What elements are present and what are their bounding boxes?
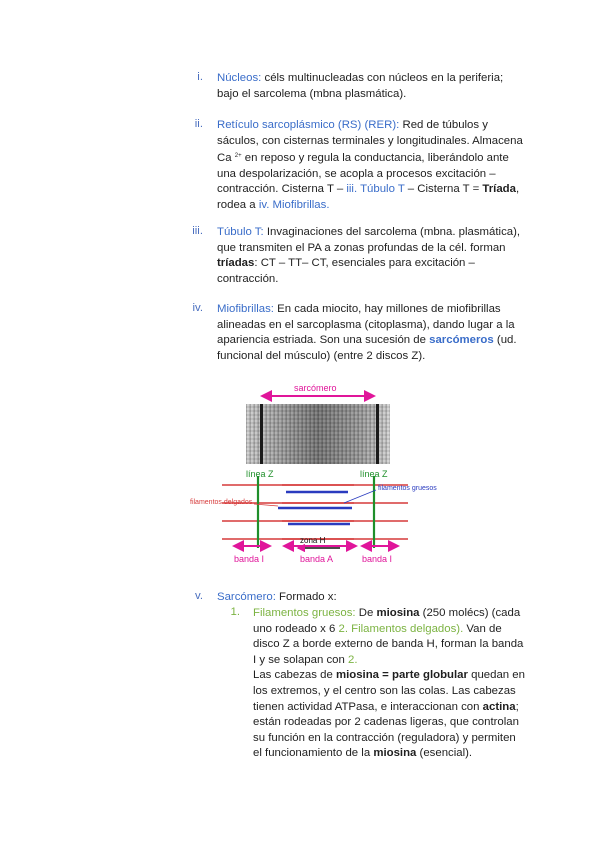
sublist-number: 1. <box>230 606 240 618</box>
label-banda-a: banda A <box>300 554 334 564</box>
label-sarcomero: sarcómero <box>294 383 337 393</box>
label-filamentos-delgados: filamentos delgados <box>190 499 253 506</box>
sublist-item-text: Filamentos gruesos: De miosina (250 molécs) (cada uno rodeado x 6 2. Filamentos delgados). Van de disco Z a borde externo de banda H, forman la banda I y se solapan con 2. Las cabezas de miosina = parte globular quedan en los extremos, y el centro son las colas. Las cabezas tienen actividad ATPasa, e interaccionan con actina; están rodeadas por 2 cadenas ligeras, que controlan su función en la contracción (reguladora) y permiten el funcionamiento de la miosina (esencial). <box>253 607 525 760</box>
list-number: iv. <box>192 302 203 314</box>
list-item-text: Sarcómero: Formado x: <box>217 591 337 603</box>
cross-reference-link[interactable]: iv. Miofibrillas. <box>258 198 330 211</box>
term-label: Núcleos: <box>217 72 262 84</box>
micrograph-z-band <box>376 404 379 464</box>
cross-reference-link[interactable]: iii. Túbulo T <box>346 183 405 196</box>
term-label: Túbulo T: <box>217 226 264 238</box>
label-zona-h: zona H <box>300 536 326 545</box>
term-label: Miofibrillas: <box>217 303 274 315</box>
label-linea-z-right: línea Z <box>360 469 388 479</box>
list-number: v. <box>194 590 203 602</box>
list-item-text: Núcleos: céls multinucleadas con núcleos en la periferia; bajo el sarcolema (mbna plasmática). <box>217 72 504 100</box>
list-item-text: Retículo sarcoplásmico (RS) (RER): Red de túbulos y sáculos, con cisternas terminales y longitudinales. Almacena Ca $^{2+}$ en reposo y regula la conductancia, liberándolo ante una despolarización, se acopla a procesos excitación – contracción. Cisterna T – iii. Túbulo T – Cisterna T = Tríada, rodea a iv. Miofibrillas. <box>217 119 523 211</box>
label-banda-i-left: banda I <box>234 554 265 564</box>
list-item-text: Miofibrillas: En cada miocito, hay millones de miofibrillas alineadas en el sarcoplasma (citoplasma), dando lugar a la apariencia estriada. Son una sucesión de sarcómeros (ud. funcional del músculo) (entre 2 discos Z). <box>217 303 517 362</box>
list-number: ii. <box>194 118 203 130</box>
pointer-line <box>344 490 376 503</box>
sarcomere-diagram <box>186 378 437 578</box>
label-banda-i-right: banda I <box>362 554 393 564</box>
label-linea-z-left: línea Z <box>246 469 274 479</box>
term-label: Retículo sarcoplásmico (RS) (RER): <box>217 119 400 131</box>
term-label: Sarcómero: <box>217 591 276 603</box>
label-filamentos-gruesos: filamentos gruesos <box>378 485 437 492</box>
term-label: Filamentos gruesos: <box>253 607 356 619</box>
micrograph-image <box>246 404 390 464</box>
micrograph-z-band <box>260 404 263 464</box>
list-item-text: Túbulo T: Invaginaciones del sarcolema (mbna. plasmática), que transmiten el PA a zonas profundas de la cél. forman tríadas: CT – TT– CT, esenciales para excitación – contracción. <box>217 226 521 285</box>
list-number: iii. <box>192 225 203 237</box>
cross-reference-link[interactable]: 2. Filamentos delgados). <box>338 622 464 635</box>
list-number: i. <box>197 71 203 83</box>
cross-reference-link[interactable]: 2. <box>347 653 358 666</box>
